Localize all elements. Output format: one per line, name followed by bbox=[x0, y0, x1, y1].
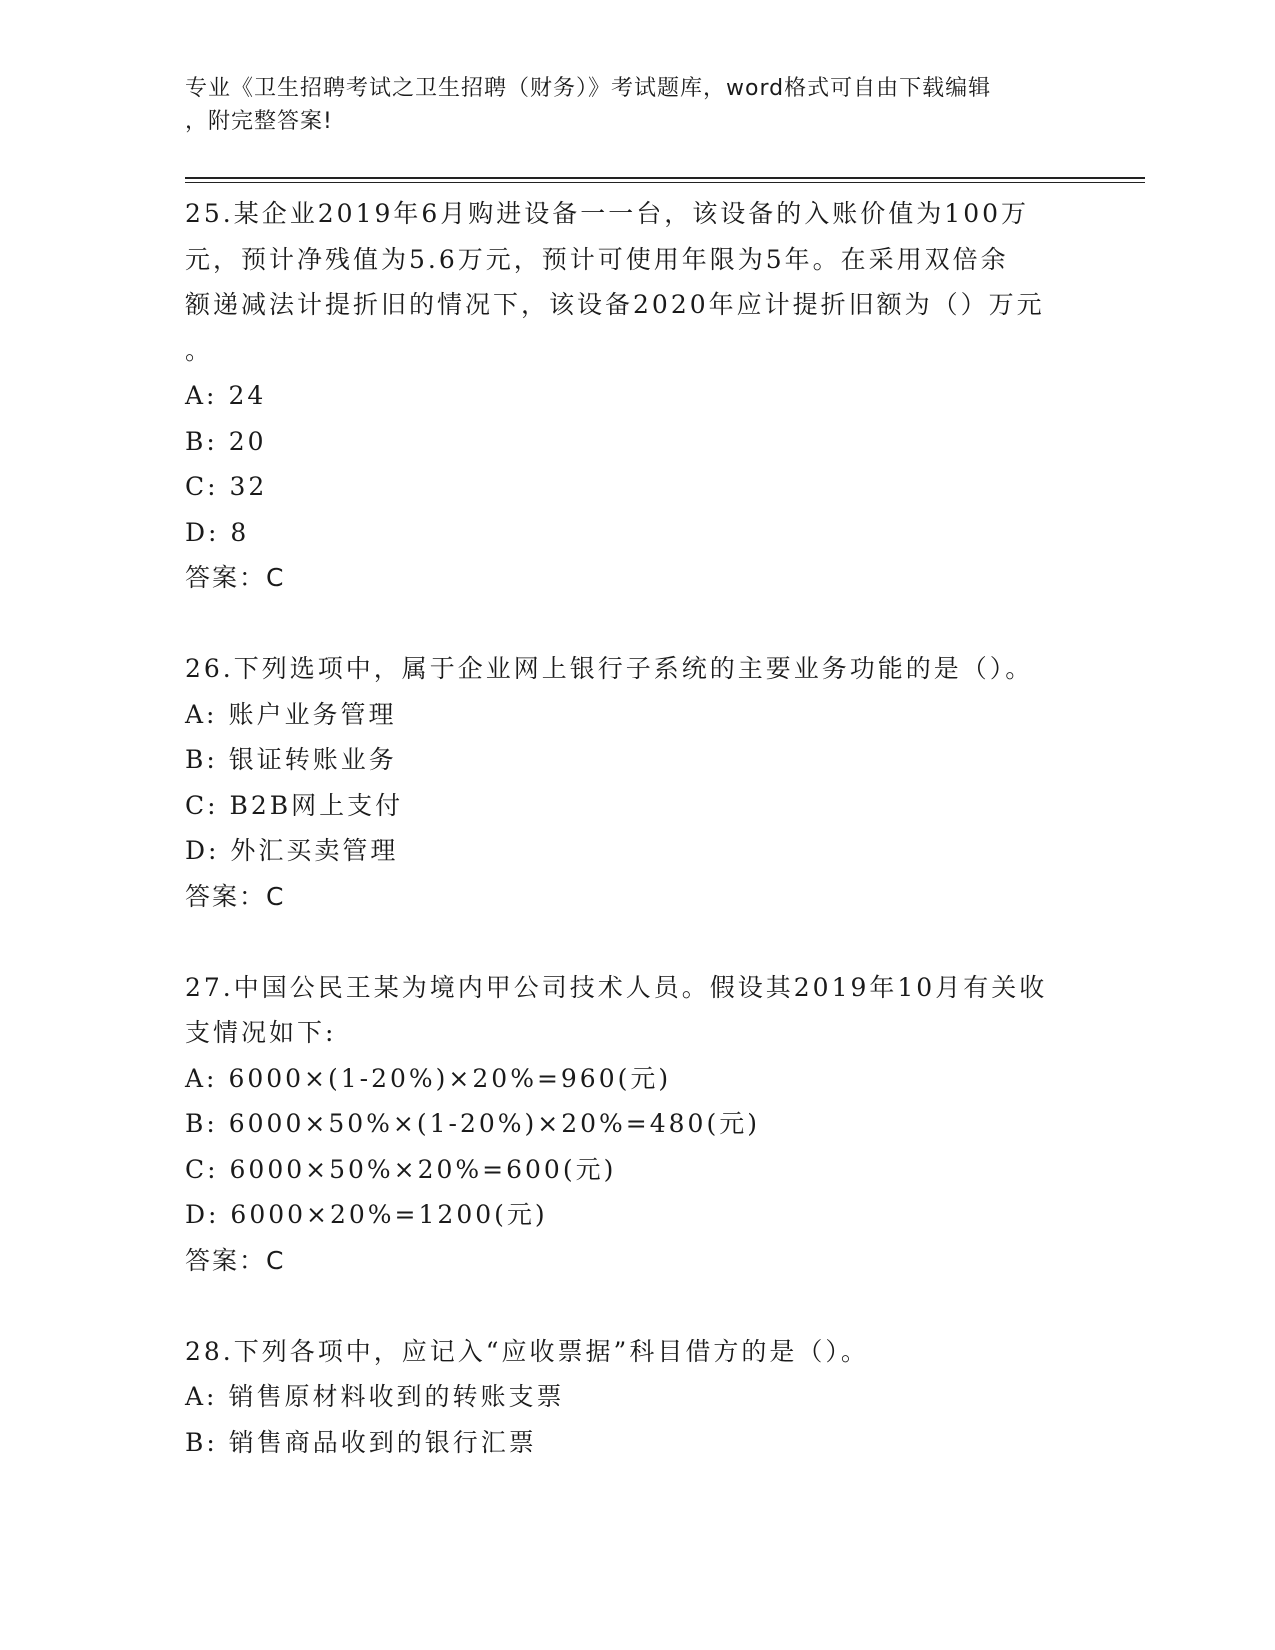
option-letter: B: bbox=[185, 1109, 218, 1138]
header-rule-thick bbox=[185, 177, 1145, 179]
option-letter: A: bbox=[185, 699, 218, 729]
option-letter: D: bbox=[185, 836, 220, 865]
question-text-line: 28.下列各项中，应记入“应收票据”科目借方的是（）。 bbox=[185, 1336, 869, 1366]
document-header bbox=[185, 72, 1065, 138]
option-d bbox=[185, 510, 1085, 556]
answer-line: 答案：C bbox=[185, 881, 286, 911]
question-25 bbox=[185, 191, 1085, 646]
option-text: 销售商品收到的银行汇票 bbox=[228, 1427, 537, 1457]
spacer bbox=[185, 601, 1085, 647]
option-b bbox=[185, 1420, 1085, 1466]
option-text: 6000×50%×20%=600(元) bbox=[229, 1154, 617, 1184]
header-line-1: 专业《卫生招聘考试之卫生招聘（财务）》考试题库，word格式可自由下载编辑 bbox=[185, 76, 992, 101]
option-c bbox=[185, 1147, 1085, 1193]
option-a bbox=[185, 373, 1085, 419]
question-text-line: 元，预计净残值为5.6万元，预计可使用年限为5年。在采用双倍余 bbox=[185, 244, 1009, 274]
option-text: 24 bbox=[228, 381, 267, 410]
question-text-line: 25.某企业2019年6月购进设备一一台，该设备的入账价值为100万 bbox=[185, 199, 1030, 228]
question-26 bbox=[185, 646, 1085, 965]
option-a bbox=[185, 1374, 1085, 1420]
question-text-line: 支情况如下: bbox=[185, 1018, 337, 1047]
option-text: 6000×20%=1200(元) bbox=[230, 1200, 548, 1229]
option-c bbox=[185, 464, 1085, 510]
option-letter: C: bbox=[185, 472, 219, 501]
option-text: 账户业务管理 bbox=[228, 699, 397, 729]
answer-line: 答案：C bbox=[185, 1245, 286, 1275]
header-line-2: ，附完整答案! bbox=[185, 109, 333, 134]
header-rule-thin bbox=[185, 182, 1145, 183]
question-text-line: 26.下列选项中，属于企业网上银行子系统的主要业务功能的是（）。 bbox=[185, 654, 1034, 683]
option-b bbox=[185, 419, 1085, 465]
option-text: 银证转账业务 bbox=[228, 745, 397, 774]
option-text: 32 bbox=[229, 472, 268, 501]
question-28 bbox=[185, 1329, 1085, 1466]
question-text-line: 额递减法计提折旧的情况下，该设备2020年应计提折旧额为（）万元 bbox=[185, 290, 1045, 319]
option-a bbox=[185, 692, 1085, 738]
spacer bbox=[185, 1283, 1085, 1329]
option-text: 8 bbox=[230, 517, 250, 547]
option-text: B2B网上支付 bbox=[229, 790, 404, 820]
question-list bbox=[185, 191, 1085, 1465]
option-b bbox=[185, 1101, 1085, 1147]
question-27 bbox=[185, 965, 1085, 1329]
option-text: 外汇买卖管理 bbox=[230, 836, 399, 865]
option-d bbox=[185, 828, 1085, 874]
option-c bbox=[185, 783, 1085, 829]
question-text-line: 27.中国公民王某为境内甲公司技术人员。假设其2019年10月有关收 bbox=[185, 972, 1048, 1002]
option-letter: B: bbox=[185, 745, 218, 774]
option-b bbox=[185, 737, 1085, 783]
option-letter: A: bbox=[185, 1063, 218, 1093]
option-a bbox=[185, 1056, 1085, 1102]
option-text: 20 bbox=[228, 426, 267, 456]
option-letter: A: bbox=[185, 381, 218, 410]
answer-line: 答案：C bbox=[185, 563, 286, 592]
spacer bbox=[185, 919, 1085, 965]
option-letter: D: bbox=[185, 1200, 220, 1229]
option-letter: C: bbox=[185, 1154, 219, 1184]
question-text-line: 。 bbox=[185, 335, 214, 365]
option-text: 6000×(1-20%)×20%=960(元) bbox=[228, 1063, 672, 1093]
option-letter: B: bbox=[185, 1427, 218, 1457]
option-letter: D: bbox=[185, 517, 220, 547]
option-letter: C: bbox=[185, 790, 219, 820]
option-text: 6000×50%×(1-20%)×20%=480(元) bbox=[228, 1109, 760, 1138]
option-letter: A: bbox=[185, 1382, 218, 1411]
option-letter: B: bbox=[185, 426, 218, 456]
option-text: 销售原材料收到的转账支票 bbox=[228, 1382, 565, 1411]
option-d bbox=[185, 1192, 1085, 1238]
